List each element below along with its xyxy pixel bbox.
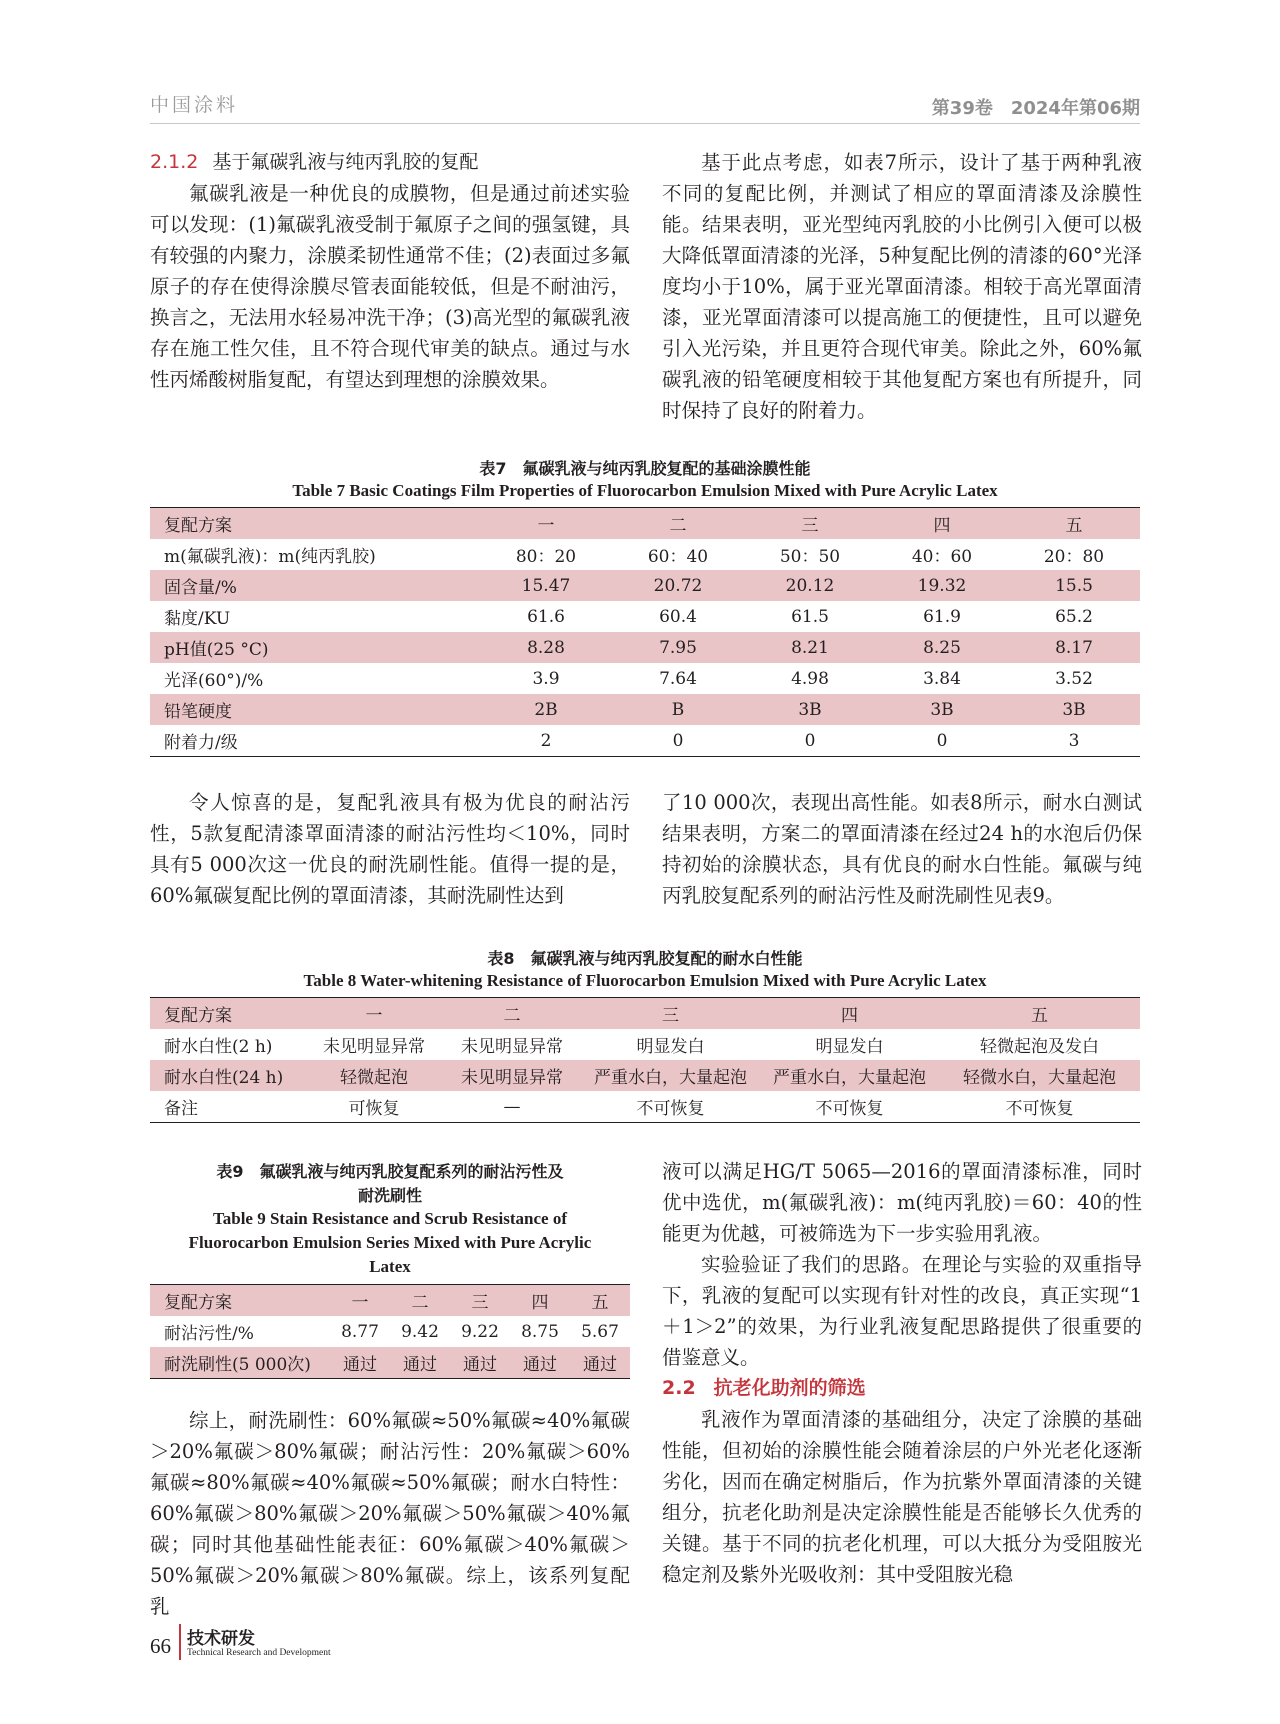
table-cell: 61.9 — [923, 606, 961, 627]
table-cell: 8.28 — [480, 632, 612, 663]
table-row — [150, 1060, 1140, 1091]
table9 — [150, 1284, 630, 1379]
table-cell: 3B — [1008, 694, 1140, 725]
table-cell: 80：20 — [515, 547, 577, 567]
table-header-cell: 五 — [570, 1285, 630, 1317]
table-cell: pH值(25 °C) — [150, 632, 480, 663]
table-cell: 60：40 — [647, 547, 709, 567]
table-cell: 通过 — [390, 1347, 450, 1379]
table-cell: 20：80 — [1043, 547, 1105, 567]
table-cell: 耐水白性(2 h) — [164, 1037, 273, 1057]
table-cell: 9.22 — [461, 1321, 499, 1342]
table9-caption-cn-line1: 表9 氟碳乳液与纯丙乳胶复配系列的耐沾污性及 — [216, 1162, 564, 1181]
table-cell: m(氟碳乳液)：m(纯丙乳胶) — [164, 547, 376, 567]
section-title: 抗老化助剂的筛选 — [713, 1377, 866, 1399]
table-cell: 轻微起泡及发白 — [980, 1037, 1099, 1057]
table-cell: 20.12 — [744, 570, 876, 601]
table-cell: B — [612, 694, 744, 725]
table-cell: 8.25 — [876, 632, 1008, 663]
table-header-cell: 二 — [443, 998, 581, 1030]
table-row — [150, 1029, 1140, 1060]
table-cell: 7.95 — [612, 632, 744, 663]
paragraph: 综上，耐洗刷性：60%氟碳≈50%氟碳≈40%氟碳＞20%氟碳＞80%氟碳；耐沾污性：20%氟碳＞60%氟碳≈80%氟碳≈40%氟碳≈50%氟碳；耐水白特性：60%氟碳＞80%氟碳＞20%氟碳＞50%氟碳＞40%氟碳；同时其他基础性能表征：60%氟碳＞40%氟碳＞50%氟碳＞20%氟碳＞80%氟碳。综上，该系列复配乳 — [150, 1409, 630, 1618]
table-cell: 备注 — [150, 1091, 305, 1123]
issue-info: 第39卷 2024年第06期 — [931, 98, 1140, 119]
table9-caption-en-line1: Table 9 Stain Resistance and Scrub Resistance of — [212, 1209, 568, 1228]
table-cell: 通过 — [330, 1347, 390, 1379]
table-cell: 未见明显异常 — [323, 1037, 425, 1057]
paragraph: 氟碳乳液是一种优良的成膜物，但是通过前述实验可以发现：(1)氟碳乳液受制于氟原子之间的强氢键，具有较强的内聚力，涂膜柔韧性通常不佳；(2)表面过多氟原子的存在使得涂膜尽管表面能较低，但是不耐油污，换言之，无法用水轻易冲洗干净；(3)高光型的氟碳乳液存在施工性欠佳，且不符合现代审美的缺点。通过与水性丙烯酸树脂复配，有望达到理想的涂膜效果。 — [150, 182, 630, 391]
table-cell: 3B — [744, 694, 876, 725]
table8-caption-cn: 表8 氟碳乳液与纯丙乳胶复配的耐水白性能 — [487, 949, 803, 968]
table-cell: 轻微水白，大量起泡 — [939, 1060, 1140, 1091]
table-cell: 不可恢复 — [581, 1091, 760, 1123]
table8-caption-en: Table 8 Water-whitening Resistance of Fluorocarbon Emulsion Mixed with Pure Acrylic Latex — [303, 971, 987, 990]
left-column-middle — [150, 787, 630, 911]
section-number: 2.2 — [662, 1377, 696, 1399]
table-cell: 9.42 — [401, 1321, 439, 1342]
table7-caption-cn: 表7 氟碳乳液与纯丙乳胶复配的基础涂膜性能 — [479, 459, 811, 478]
table-header-row — [150, 998, 1140, 1030]
table-cell: 黏度/KU — [164, 609, 231, 629]
table-cell: 3 — [1008, 725, 1140, 757]
table-cell: 2B — [480, 694, 612, 725]
table-cell: 50：50 — [779, 547, 841, 567]
table-header-cell: 五 — [939, 998, 1140, 1030]
table-cell: 未见明显异常 — [443, 1060, 581, 1091]
paragraph: 液可以满足HG/T 5065—2016的罩面清漆标准，同时优中选优，m(氟碳乳液)：m(纯丙乳胶)＝60：40的性能更为优越，可被筛选为下一步实验用乳液。 — [662, 1160, 1142, 1245]
table-header-cell: 三 — [581, 998, 760, 1030]
table-cell: 可恢复 — [305, 1091, 443, 1123]
table-row — [150, 632, 1140, 663]
table8 — [150, 997, 1140, 1123]
table-cell: 2 — [480, 725, 612, 757]
paragraph: 令人惊喜的是，复配乳液具有极为优良的耐沾污性，5款复配清漆罩面清漆的耐沾污性均＜10%，同时具有5 000次这一优良的耐洗刷性能。值得一提的是，60%氟碳复配比例的罩面清漆，其耐洗刷性达到 — [150, 791, 630, 907]
table-cell: 0 — [612, 725, 744, 757]
table-row — [150, 694, 1140, 725]
paragraph: 实验验证了我们的思路。在理论与实验的双重指导下，乳液的复配可以实现有针对性的改良，真正实现“1＋1＞2”的效果，为行业乳液复配思路提供了很重要的借鉴意义。 — [662, 1253, 1142, 1369]
table-header-cell: 四 — [510, 1285, 570, 1317]
table-cell: 19.32 — [876, 570, 1008, 601]
table-row — [150, 570, 1140, 601]
table-cell: 4.98 — [791, 668, 829, 689]
table-row — [150, 539, 1140, 570]
table-header-cell: 复配方案 — [150, 508, 480, 540]
table-header-cell: 三 — [744, 508, 876, 540]
table-cell: 0 — [744, 725, 876, 757]
table7 — [150, 507, 1140, 757]
table-cell: 65.2 — [1055, 606, 1093, 627]
table-cell: 通过 — [570, 1347, 630, 1379]
table7-caption-en: Table 7 Basic Coatings Film Properties of Fluorocarbon Emulsion Mixed with Pure Acrylic Latex — [292, 481, 998, 500]
section-number: 2.1.2 — [150, 151, 199, 173]
table-cell: 60.4 — [659, 606, 697, 627]
table-cell: 3.84 — [923, 668, 961, 689]
table-cell: 8.21 — [744, 632, 876, 663]
table-header-cell: 四 — [876, 508, 1008, 540]
right-column-top — [662, 147, 1142, 426]
table-cell: 不可恢复 — [939, 1091, 1140, 1123]
footer-section-cn: 技术研发 — [187, 1629, 255, 1649]
table9-caption-en-line3: Latex — [369, 1257, 411, 1276]
paragraph: 乳液作为罩面清漆的基础组分，决定了涂膜的基础性能，但初始的涂膜性能会随着涂层的户外光老化逐渐劣化，因而在确定树脂后，作为抗紫外罩面清漆的关键组分，抗老化助剂是决定涂膜性能是否能够长久优秀的关键。基于不同的抗老化机理，可以大抵分为受阻胺光稳定剂及紫外光吸收剂：其中受阻胺光稳 — [662, 1408, 1142, 1586]
table-row — [150, 725, 1140, 757]
table-cell: 未见明显异常 — [461, 1037, 563, 1057]
table-cell: 轻微起泡 — [305, 1060, 443, 1091]
table-cell: 固含量/% — [150, 570, 480, 601]
table-header-cell: 复配方案 — [150, 998, 305, 1030]
table-cell: 明显发白 — [636, 1037, 705, 1057]
right-column-middle — [662, 787, 1142, 911]
journal-name: 中国涂料 — [150, 94, 239, 116]
paragraph: 了10 000次，表现出高性能。如表8所示，耐水白测试结果表明，方案二的罩面清漆在经过24 h的水泡后仍保持初始的涂膜状态，具有优良的耐水白性能。氟碳与纯丙乳胶复配系列的耐沾污性及耐洗刷性见表9。 — [662, 791, 1142, 907]
table-header-cell: 四 — [760, 998, 939, 1030]
table-cell: 附着力/级 — [150, 725, 480, 757]
section-heading-2-1-2 — [150, 147, 630, 178]
table-row — [150, 1316, 630, 1347]
table-header-row — [150, 508, 1140, 540]
table-cell: 通过 — [510, 1347, 570, 1379]
table-cell: 0 — [876, 725, 1008, 757]
table-cell: 通过 — [450, 1347, 510, 1379]
table-cell: 耐沾污性/% — [164, 1324, 254, 1344]
table-row — [150, 601, 1140, 632]
table-cell: 20.72 — [612, 570, 744, 601]
table-row — [150, 1347, 630, 1379]
table-cell: 严重水白，大量起泡 — [760, 1060, 939, 1091]
table-cell: 15.47 — [480, 570, 612, 601]
table-cell: 耐洗刷性(5 000次) — [150, 1347, 330, 1379]
table-cell: 61.5 — [791, 606, 829, 627]
table-cell: 3.52 — [1055, 668, 1093, 689]
table-cell: 铅笔硬度 — [150, 694, 480, 725]
table-cell: 明显发白 — [815, 1037, 884, 1057]
table-header-cell: 二 — [390, 1285, 450, 1317]
table-cell: 61.6 — [527, 606, 565, 627]
section-heading-2-2 — [662, 1373, 1142, 1404]
page-number: 66 — [150, 1634, 171, 1658]
table-header-cell: 一 — [480, 508, 612, 540]
paragraph: 基于此点考虑，如表7所示，设计了基于两种乳液不同的复配比例，并测试了相应的罩面清漆及涂膜性能。结果表明，亚光型纯丙乳胶的小比例引入便可以极大降低罩面清漆的光泽，5种复配比例的清漆的60°光泽度均小于10%，属于亚光罩面清漆。相较于高光罩面清漆，亚光罩面清漆可以提高施工的便捷性，且可以避免引入光污染，并且更符合现代审美。除此之外，60%氟碳乳液的铅笔硬度相较于其他复配方案也有所提升，同时保持了良好的附着力。 — [662, 151, 1142, 422]
section-title: 基于氟碳乳液与纯丙乳胶的复配 — [212, 151, 479, 173]
left-column-bottom — [150, 1405, 630, 1622]
table-cell: 耐水白性(24 h) — [150, 1060, 305, 1091]
header-rule — [150, 123, 1140, 124]
table-row — [150, 663, 1140, 694]
table-cell: 严重水白，大量起泡 — [581, 1060, 760, 1091]
table-header-cell: 三 — [450, 1285, 510, 1317]
table9-caption-cn-line2: 耐洗刷性 — [357, 1186, 422, 1205]
table-cell: 光泽(60°)/% — [164, 671, 264, 691]
table-cell: 5.67 — [581, 1321, 619, 1342]
table-cell: 8.17 — [1008, 632, 1140, 663]
table-cell: 15.5 — [1008, 570, 1140, 601]
table-header-cell: 五 — [1008, 508, 1140, 540]
table-cell: 8.75 — [521, 1321, 559, 1342]
table-row — [150, 1091, 1140, 1123]
table-cell: 40：60 — [911, 547, 973, 567]
table-cell: 8.77 — [341, 1321, 379, 1342]
table9-caption-en-line2: Fluorocarbon Emulsion Series Mixed with Pure Acrylic — [188, 1233, 592, 1252]
footer-divider — [179, 1624, 181, 1660]
table-cell: 3B — [876, 694, 1008, 725]
table-header-cell: 一 — [305, 998, 443, 1030]
footer-section-en: Technical Research and Development — [187, 1648, 331, 1658]
left-column-top — [150, 147, 630, 395]
table-cell: — — [443, 1091, 581, 1123]
table-cell: 不可恢复 — [760, 1091, 939, 1123]
table-header-cell: 一 — [330, 1285, 390, 1317]
table-header-cell: 二 — [612, 508, 744, 540]
table-header-cell: 复配方案 — [150, 1285, 330, 1317]
right-column-bottom — [662, 1156, 1142, 1590]
table-cell: 7.64 — [659, 668, 697, 689]
table-header-row — [150, 1285, 630, 1317]
table-cell: 3.9 — [532, 668, 560, 689]
